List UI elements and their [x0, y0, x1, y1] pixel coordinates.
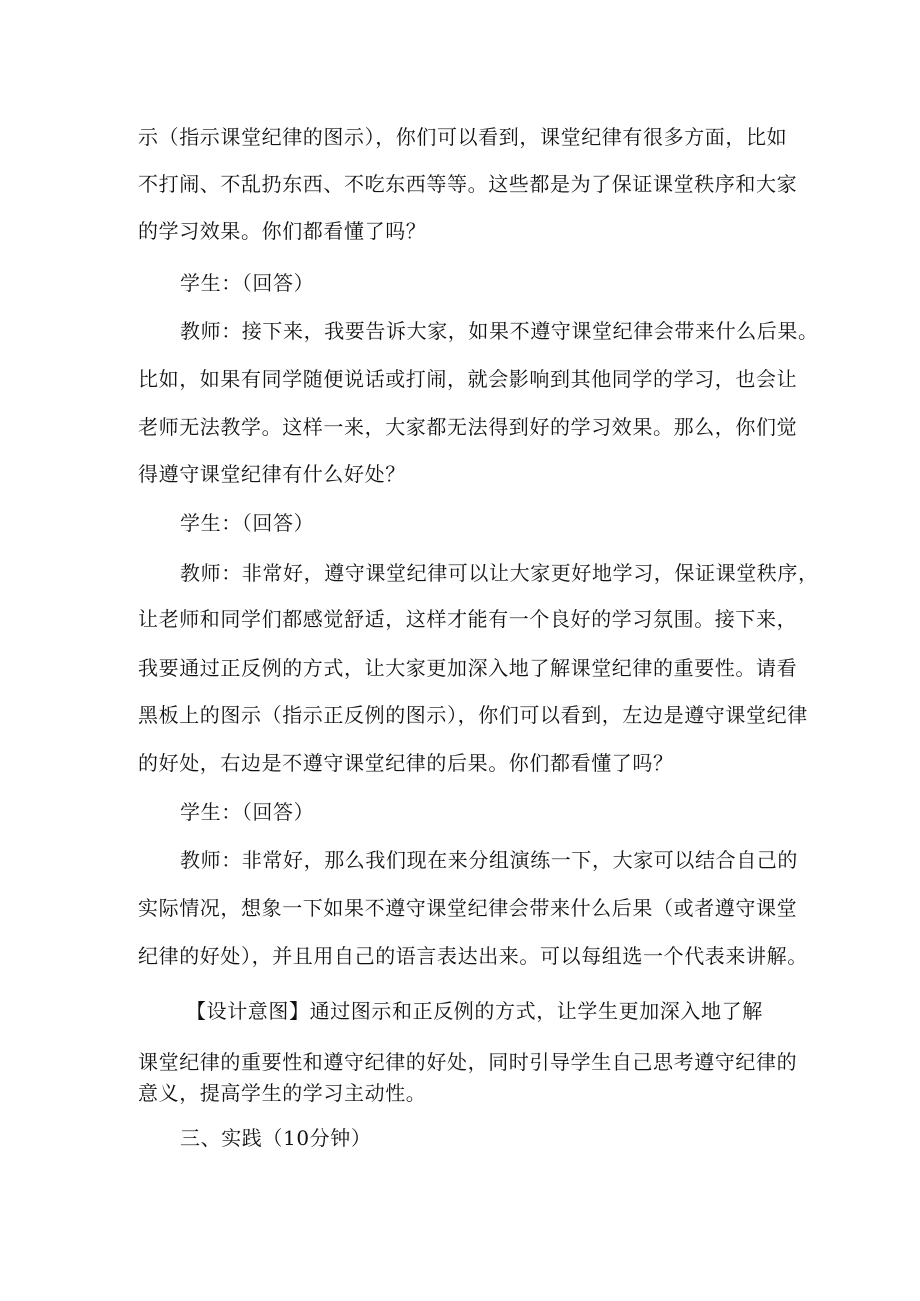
text-line: 教师：非常好，遵守课堂纪律可以让大家更好地学习，保证课堂秩序，: [180, 561, 819, 585]
text-line: 比如，如果有同学随便说话或打闹，就会影响到其他同学的学习，也会让: [138, 367, 798, 391]
text-line: 教师：接下来，我要告诉大家，如果不遵守课堂纪律会带来什么后果。: [180, 319, 819, 343]
text-line: 我要通过正反例的方式，让大家更加深入地了解课堂纪律的重要性。请看: [138, 656, 798, 680]
text-line: 学生：（回答）: [180, 271, 315, 295]
text-line: 意义，提高学生的学习主动性。: [138, 1081, 427, 1105]
text-line: 不打闹、不乱扔东西、不吃东西等等。这些都是为了保证课堂秩序和大家: [138, 172, 798, 196]
text-line: 学生：（回答）: [180, 511, 315, 535]
text-line: 的学习效果。你们都看懂了吗？: [138, 219, 427, 243]
text-line: 教师：非常好，那么我们现在来分组演练一下，大家可以结合自己的: [180, 848, 798, 872]
text-line: 让老师和同学们都感觉舒适，这样才能有一个良好的学习氛围。接下来，: [138, 607, 798, 631]
text-line: 得遵守课堂纪律有什么好处？: [138, 462, 406, 486]
text-line: 纪律的好处），并且用自己的语言表达出来。可以每组选一个代表来讲解。: [138, 944, 808, 968]
section-heading: 三、实践（10分钟）: [180, 1126, 372, 1150]
text-line: 【设计意图】通过图示和正反例的方式，让学生更加深入地了解: [186, 999, 763, 1023]
text-line: 示（指示课堂纪律的图示），你们可以看到，课堂纪律有很多方面，比如: [138, 125, 788, 149]
text-line: 学生：（回答）: [180, 800, 315, 824]
text-line: 课堂纪律的重要性和遵守纪律的好处，同时引导学生自己思考遵守纪律的: [138, 1050, 798, 1074]
text-line: 老师无法教学。这样一来，大家都无法得到好的学习效果。那么，你们觉: [138, 415, 798, 439]
text-line: 的好处，右边是不遵守课堂纪律的后果。你们都看懂了吗？: [138, 751, 674, 775]
text-line: 黑板上的图示（指示正反例的图示），你们可以看到，左边是遵守课堂纪律: [138, 703, 808, 727]
text-line: 实际情况，想象一下如果不遵守课堂纪律会带来什么后果（或者遵守课堂: [138, 896, 798, 920]
